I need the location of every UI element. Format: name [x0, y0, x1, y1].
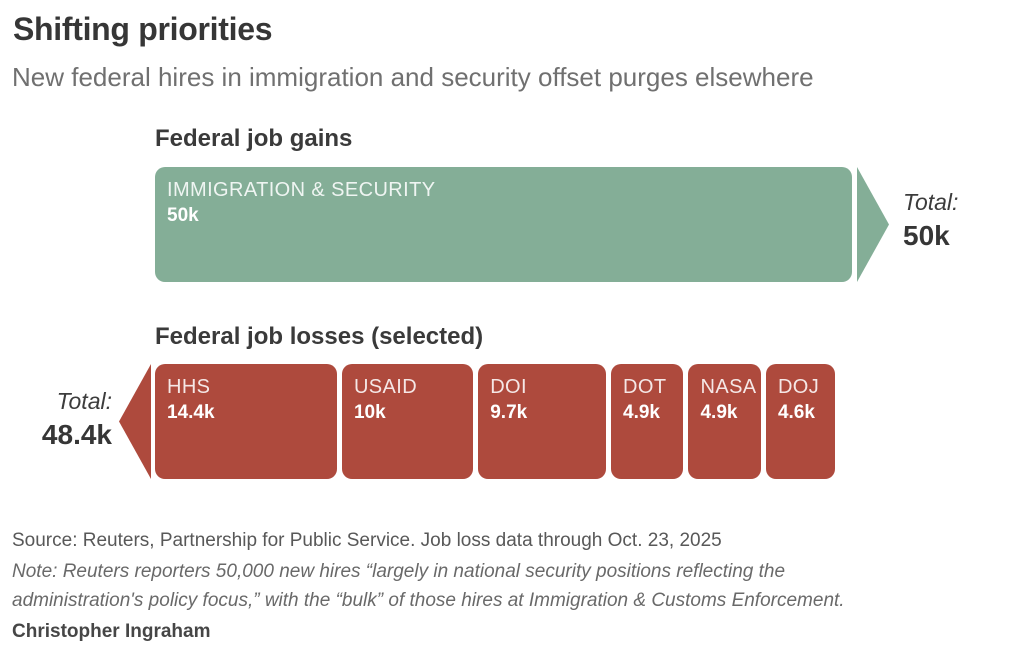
- segment-doi: [478, 364, 606, 479]
- losses-total: [6, 388, 112, 451]
- segment-value: 14.4k: [167, 402, 215, 423]
- right-arrow-icon: [857, 167, 889, 282]
- segment-value: 50k: [167, 205, 199, 226]
- page-title: Shifting priorities: [13, 11, 273, 47]
- segment-value: 4.9k: [623, 402, 660, 423]
- segment-nasa: [688, 364, 760, 479]
- segment-label: HHS: [167, 376, 211, 398]
- losses-heading: Federal job losses (selected): [155, 323, 484, 350]
- gains-total-label: Total:: [903, 189, 959, 215]
- segment-doj: [766, 364, 835, 479]
- gains-total-value: 50k: [903, 219, 950, 251]
- segment-label: IMMIGRATION & SECURITY: [167, 179, 436, 201]
- source-note: Source: Reuters, Partnership for Public Service. Job loss data through Oct. 23, 2025: [12, 530, 722, 551]
- gains-heading: Federal job gains: [155, 125, 353, 152]
- segment-label: DOT: [623, 376, 667, 398]
- left-arrow-icon: [119, 364, 151, 479]
- segment-label: DOI: [490, 376, 527, 398]
- gains-total: [903, 189, 958, 252]
- segment-usaid: [342, 364, 473, 479]
- note-line-1: Note: Reuters reporters 50,000 new hires “largely in national security positions reflecting the: [12, 561, 786, 582]
- segment-hhs: [155, 364, 337, 479]
- gains-bar: [155, 167, 852, 282]
- losses-bar: [155, 364, 835, 479]
- note-line-2: administration's policy focus,” with the “bulk” of those hires at Immigration & Customs Enforcement.: [12, 589, 845, 611]
- segment-value: 4.9k: [700, 402, 738, 423]
- losses-total-label: Total:: [56, 388, 112, 414]
- segment-label: USAID: [353, 376, 418, 398]
- segment-value: 10k: [353, 402, 386, 423]
- segment-label: NASA: [700, 376, 757, 398]
- segment-dot: [611, 364, 683, 479]
- segment-value: 4.6k: [777, 402, 815, 423]
- segment-value: 9.7k: [490, 402, 528, 423]
- segment-immigration-security: [155, 167, 852, 282]
- segment-label: DOJ: [777, 376, 820, 398]
- page-subtitle: New federal hires in immigration and security offset purges elsewhere: [12, 62, 814, 92]
- byline: Christopher Ingraham: [12, 621, 211, 642]
- methodology-note: [12, 558, 845, 615]
- losses-total-value: 48.4k: [41, 418, 112, 450]
